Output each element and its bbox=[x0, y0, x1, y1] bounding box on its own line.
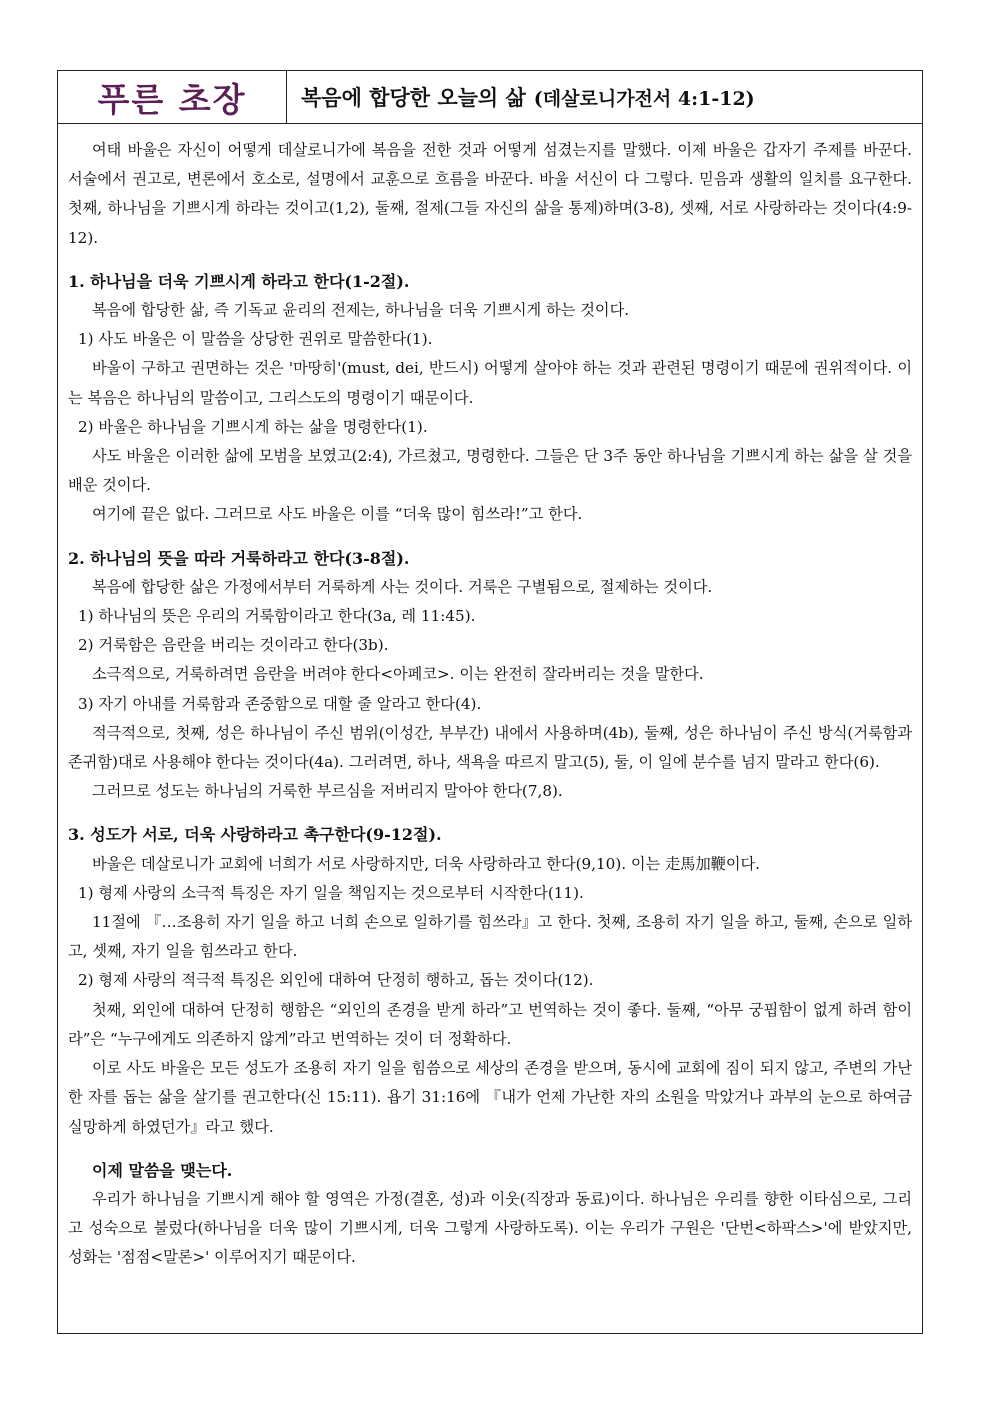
intro-paragraph: 여태 바울은 자신이 어떻게 데살로니가에 복음을 전한 것과 어떻게 섬겼는지를 말했다. 이제 바울은 갑자기 주제를 바꾼다. 서술에서 권고로, 변론에서 호소로, 설명에서 교훈으로 흐름을 바꾼다. 바울 서신이 다 그렇다. 믿음과 생활의 일치를 요구한다. 첫째, 하나님을 기쁘시게 하라는 것이고(1,2), 둘째, 절제(그들 자신의 삶을 통제)하며(3-8), 셋째, 서로 사랑하라는 것이다(4:9-12). bbox=[68, 141, 912, 247]
subpoint: 1) 하나님의 뜻은 우리의 거룩함이라고 한다(3a, 레 11:45). bbox=[78, 607, 476, 626]
header bbox=[58, 71, 922, 124]
paragraph: 바울이 구하고 권면하는 것은 '마땅히'(must, dei, 반드시) 어떻게 살아야 하는 것과 관련된 명령이기 때문에 권위적이다. 이는 복음은 하나님의 말씀이고, 그리스도의 명령이기 때문이다. bbox=[68, 359, 912, 407]
paragraph: 바울은 데살로니가 교회에 너희가 서로 사랑하지만, 더욱 사랑하라고 한다(9,10). 이는 走馬加鞭이다. bbox=[92, 854, 760, 873]
title-text: 복음에 합당한 오늘의 삶 bbox=[301, 85, 526, 110]
paragraph: 첫째, 외인에 대하여 단정히 행함은 “외인의 존경을 받게 하라”고 번역하는 것이 좋다. 둘째, “아무 궁핍함이 없게 하려 함이라”은 “누구에게도 의존하지 않게”라고 번역하는 것이 더 정확하다. bbox=[68, 1000, 912, 1048]
subpoint: 2) 거룩함은 음란을 버리는 것이라고 한다(3b). bbox=[78, 636, 389, 655]
paragraph: 이로 사도 바울은 모든 성도가 조용히 자기 일을 힘씀으로 세상의 존경을 받으며, 동시에 교회에 짐이 되지 않고, 주변의 가난한 자를 돕는 삶을 살기를 권고한다(신 15:11). 욥기 31:16에 『내가 언제 가난한 자의 소원을 막았거나 과부의 눈으로 하여금 실망하게 하였던가』라고 했다. bbox=[68, 1059, 912, 1136]
subpoint: 2) 바울은 하나님을 기쁘시게 하는 삶을 명령한다(1). bbox=[78, 417, 428, 436]
conclusion-heading: 이제 말씀을 맺는다. bbox=[92, 1160, 233, 1180]
paragraph: 적극적으로, 첫째, 성은 하나님이 주신 범위(이성간, 부부간) 내에서 사용하며(4b), 둘째, 성은 하나님이 주신 방식(거룩함과 존귀함)대로 사용해야 한다는 것이다(4a). 그러려면, 하나, 색욕을 따르지 말고(5), 둘, 이 일에 분수를 넘지 말라고 한다(6). bbox=[68, 723, 912, 772]
subpoint: 1) 사도 바울은 이 말씀을 상당한 권위로 말씀한다(1). bbox=[78, 330, 433, 349]
page-frame bbox=[57, 70, 923, 1334]
paragraph: 여기에 끝은 없다. 그러므로 사도 바울은 이를 “더욱 많이 힘쓰라!”고 한다. bbox=[92, 505, 583, 524]
paragraph: 우리가 하나님을 기쁘시게 해야 할 영역은 가정(결혼, 성)과 이웃(직장과 동료)이다. 하나님은 우리를 향한 이타심으로, 그리고 성숙으로 불렀다(하나님을 더욱 많이 기쁘시게, 더욱 그렇게 사랑하도록). 이는 우리가 구원은 '단번<하팍스>'에 받았지만, 성화는 '점점<말론>' 이루어지기 때문이다. bbox=[68, 1189, 912, 1267]
section-3-heading: 3. 성도가 서로, 더욱 사랑하라고 촉구한다(9-12절). bbox=[68, 825, 442, 845]
paragraph: 복음에 합당한 삶, 즉 기독교 윤리의 전제는, 하나님을 더욱 기쁘시게 하는 것이다. bbox=[92, 301, 630, 320]
section-2-heading: 2. 하나님의 뜻을 따라 거룩하라고 한다(3-8절). bbox=[68, 548, 410, 568]
scripture-reference: (데살로니가전서 4:1-12) bbox=[533, 87, 755, 110]
subpoint: 3) 자기 아내를 거룩함과 존중함으로 대할 줄 알라고 한다(4). bbox=[78, 694, 482, 713]
paragraph: 사도 바울은 이러한 삶에 모범을 보였고(2:4), 가르쳤고, 명령한다. 그들은 단 3주 동안 하나님을 기쁘시게 하는 삶을 살 것을 배운 것이다. bbox=[68, 447, 912, 495]
subpoint: 2) 형제 사랑의 적극적 특징은 외인에 대하여 단정히 행하고, 돕는 것이다(12). bbox=[78, 971, 594, 990]
brand-title: 푸른 초장 bbox=[58, 71, 287, 123]
subpoint: 1) 형제 사랑의 소극적 특징은 자기 일을 책임지는 것으로부터 시작한다(11). bbox=[78, 883, 584, 902]
paragraph: 소극적으로, 거룩하려면 음란을 버려야 한다<아페코>. 이는 완전히 잘라버리는 것을 말한다. bbox=[92, 665, 704, 684]
paragraph: 그러므로 성도는 하나님의 거룩한 부르심을 저버리지 말아야 한다(7,8). bbox=[92, 782, 563, 801]
sermon-title bbox=[287, 71, 922, 123]
content bbox=[58, 124, 922, 1273]
paragraph: 11절에 『…조용히 자기 일을 하고 너희 손으로 일하기를 힘쓰라』고 한다. 첫째, 조용히 자기 일을 하고, 둘째, 손으로 일하고, 셋째, 자기 일을 힘쓰라고 한다. bbox=[68, 913, 912, 961]
section-1-heading: 1. 하나님을 더욱 기쁘시게 하라고 한다(1-2절). bbox=[68, 271, 410, 291]
paragraph: 복음에 합당한 삶은 가정에서부터 거룩하게 사는 것이다. 거룩은 구별됨으로, 절제하는 것이다. bbox=[92, 577, 713, 596]
